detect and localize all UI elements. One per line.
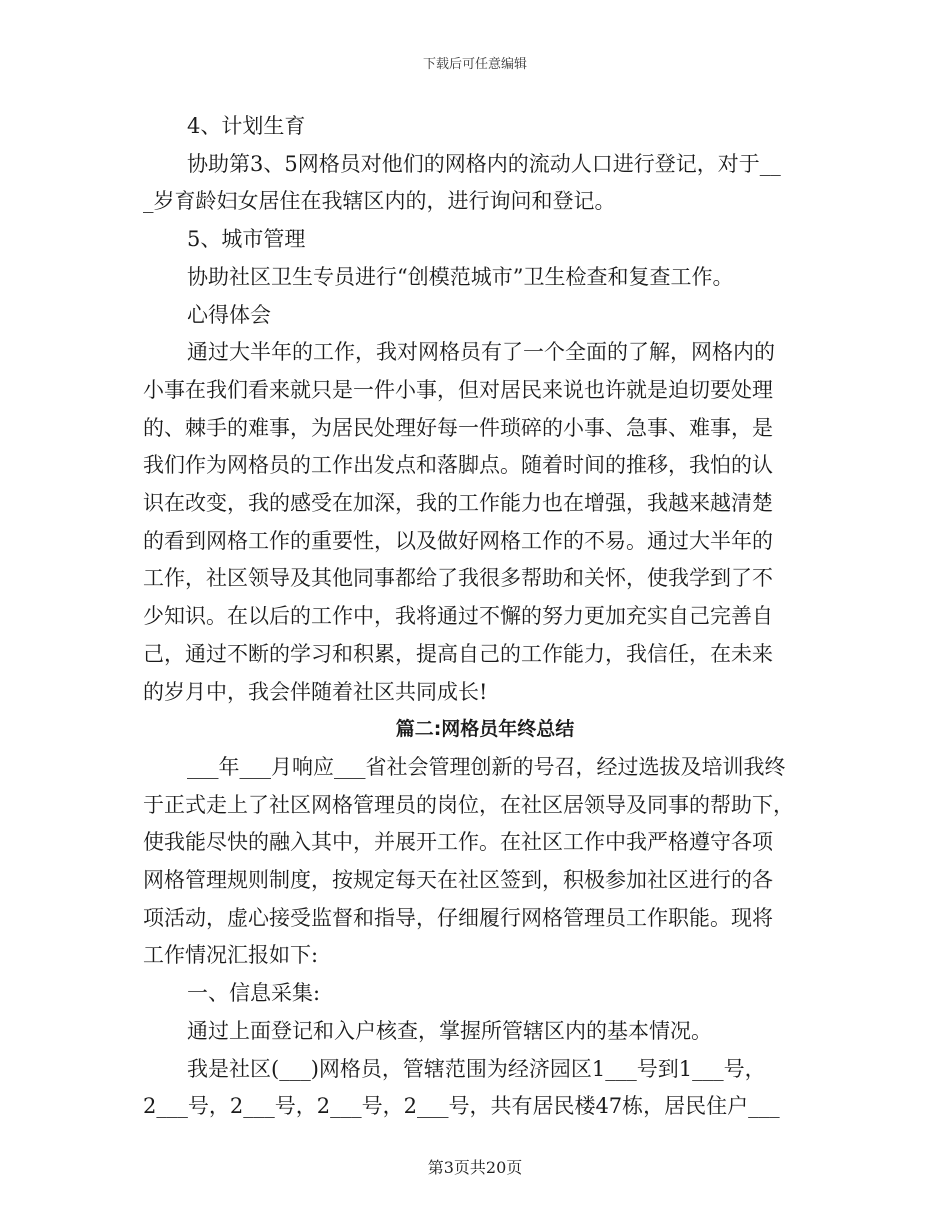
paragraph-line: 协助第3、5网格员对他们的网格内的流动人口进行登记，对于__ (187, 151, 781, 176)
page-header: 下载后可任意编辑 (422, 57, 527, 72)
paragraph-line: 通过大半年的工作，我对网格员有了一个全面的了解，网格内的 (187, 340, 775, 365)
document-body (143, 108, 807, 1126)
paragraph-line: 2___号，2___号，2___号，2___号，共有居民楼47栋，居民住户___ (143, 1094, 780, 1119)
chapter-title: 篇二:网格员年终总结 (395, 718, 575, 741)
paragraph-line: 工作情况汇报如下: (143, 943, 319, 968)
paragraph-line: 的、棘手的难事，为居民处理好每一件琐碎的小事、急事、难事，是 (143, 415, 773, 440)
paragraph-line: 协助社区卫生专员进行“创模范城市”卫生检查和复查工作。 (187, 264, 734, 289)
paragraph-line: 的看到网格工作的重要性，以及做好网格工作的不易。通过大半年的 (143, 528, 773, 553)
section-heading: 5、城市管理 (187, 227, 306, 252)
paragraph-line: 网格管理规则制度，按规定每天在社区签到，积极参加社区进行的各 (143, 868, 773, 893)
paragraph-line: 少知识。在以后的工作中，我将通过不懈的努力更加充实自己完善自 (143, 604, 773, 629)
paragraph-line: 工作，社区领导及其他同事都给了我很多帮助和关怀，使我学到了不 (143, 566, 773, 591)
paragraph-line: 于正式走上了社区网格管理员的岗位，在社区居领导及同事的帮助下， (143, 792, 794, 817)
paragraph-line: 识在改变，我的感受在加深，我的工作能力也在增强，我越来越清楚 (143, 491, 773, 516)
page-footer: 第3页共20页 (427, 1158, 523, 1177)
paragraph-line: ___年___月响应___省社会管理创新的号召，经过选拔及培训我终 (187, 754, 786, 779)
paragraph-line: 通过上面登记和入户核查，掌握所管辖区内的基本情况。 (187, 1018, 712, 1043)
paragraph-line: 小事在我们看来就只是一件小事，但对居民来说也许就是迫切要处理 (143, 377, 773, 402)
paragraph-line: _岁育龄妇女居住在我辖区内的，进行询问和登记。 (143, 189, 616, 214)
section-heading: 心得体会 (187, 302, 271, 327)
paragraph-line: 己，通过不断的学习和积累，提高自己的工作能力，我信任，在未来 (143, 641, 773, 666)
paragraph-line: 使我能尽快的融入其中，并展开工作。在社区工作中我严格遵守各项 (143, 830, 773, 855)
section-heading: 4、计划生育 (187, 114, 306, 138)
paragraph-line: 的岁月中，我会伴随着社区共同成长! (143, 679, 488, 704)
paragraph-line: 项活动，虚心接受监督和指导，仔细履行网格管理员工作职能。现将 (143, 905, 773, 930)
paragraph-line: 我是社区(___)网格员，管辖范围为经济园区1___号到1___号， (187, 1056, 766, 1081)
section-heading: 一、信息采集: (187, 981, 321, 1006)
paragraph-line: 我们作为网格员的工作出发点和落脚点。随着时间的推移，我怕的认 (143, 453, 773, 478)
